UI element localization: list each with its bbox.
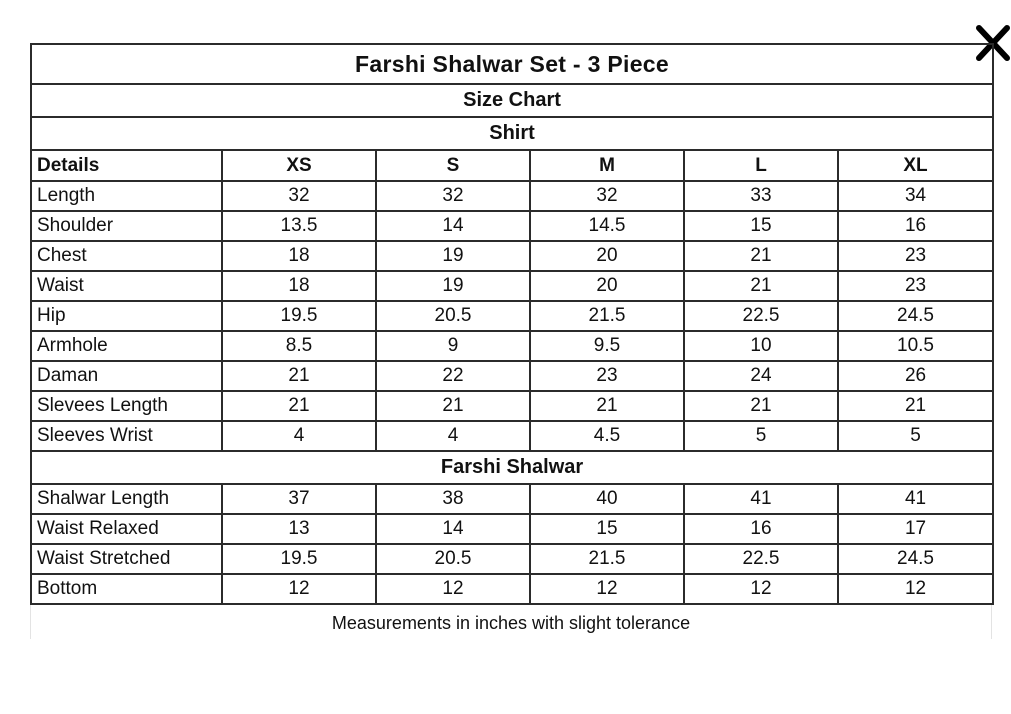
row-label: Sleeves Wrist: [31, 421, 222, 451]
table-cell: 16: [684, 514, 838, 544]
table-row: [31, 391, 993, 421]
table-cell: 14: [376, 211, 530, 241]
shalwar-section-heading: Farshi Shalwar: [31, 451, 993, 484]
table-cell: 24: [684, 361, 838, 391]
table-cell: 19: [376, 241, 530, 271]
row-label: Armhole: [31, 331, 222, 361]
table-row: [31, 574, 993, 604]
table-cell: 17: [838, 514, 993, 544]
row-label: Hip: [31, 301, 222, 331]
table-cell: 22.5: [684, 544, 838, 574]
footnote: Measurements in inches with slight tolerance: [30, 605, 992, 639]
table-row: [31, 544, 993, 574]
column-header: S: [376, 150, 530, 181]
table-cell: 32: [222, 181, 376, 211]
table-cell: 12: [222, 574, 376, 604]
table-row: [31, 271, 993, 301]
table-cell: 19: [376, 271, 530, 301]
table-cell: 12: [684, 574, 838, 604]
table-cell: 19.5: [222, 301, 376, 331]
table-cell: 20: [530, 241, 684, 271]
chart-subtitle: Size Chart: [31, 84, 993, 117]
table-cell: 5: [684, 421, 838, 451]
table-cell: 4: [376, 421, 530, 451]
column-header-row: [31, 150, 993, 181]
table-cell: 21.5: [530, 301, 684, 331]
table-cell: 18: [222, 241, 376, 271]
table-cell: 21: [376, 391, 530, 421]
table-cell: 14: [376, 514, 530, 544]
size-chart: [30, 43, 992, 639]
table-cell: 21: [838, 391, 993, 421]
table-cell: 41: [684, 484, 838, 514]
table-cell: 15: [530, 514, 684, 544]
row-label: Waist: [31, 271, 222, 301]
table-cell: 5: [838, 421, 993, 451]
shalwar-table: [30, 450, 994, 605]
table-row: [31, 421, 993, 451]
table-cell: 38: [376, 484, 530, 514]
table-cell: 22.5: [684, 301, 838, 331]
table-row: [31, 361, 993, 391]
table-cell: 4: [222, 421, 376, 451]
table-cell: 12: [838, 574, 993, 604]
table-cell: 21: [684, 241, 838, 271]
column-header: L: [684, 150, 838, 181]
table-cell: 10.5: [838, 331, 993, 361]
table-row: [31, 301, 993, 331]
table-cell: 14.5: [530, 211, 684, 241]
table-cell: 24.5: [838, 301, 993, 331]
table-cell: 13.5: [222, 211, 376, 241]
table-cell: 20.5: [376, 301, 530, 331]
column-header: XS: [222, 150, 376, 181]
table-cell: 4.5: [530, 421, 684, 451]
table-row: [31, 241, 993, 271]
table-cell: 18: [222, 271, 376, 301]
row-label: Bottom: [31, 574, 222, 604]
size-chart-table: [30, 43, 994, 452]
table-cell: 10: [684, 331, 838, 361]
row-label: Waist Stretched: [31, 544, 222, 574]
column-header: Details: [31, 150, 222, 181]
table-cell: 12: [530, 574, 684, 604]
table-row: [31, 331, 993, 361]
row-label: Daman: [31, 361, 222, 391]
table-row: [31, 484, 993, 514]
table-cell: 9: [376, 331, 530, 361]
table-row: [31, 181, 993, 211]
table-cell: 21.5: [530, 544, 684, 574]
table-cell: 37: [222, 484, 376, 514]
row-label: Length: [31, 181, 222, 211]
table-cell: 32: [530, 181, 684, 211]
row-label: Shoulder: [31, 211, 222, 241]
table-cell: 26: [838, 361, 993, 391]
table-cell: 9.5: [530, 331, 684, 361]
table-row: [31, 211, 993, 241]
table-cell: 16: [838, 211, 993, 241]
row-label: Slevees Length: [31, 391, 222, 421]
table-cell: 8.5: [222, 331, 376, 361]
table-cell: 23: [838, 271, 993, 301]
table-cell: 21: [684, 271, 838, 301]
table-cell: 22: [376, 361, 530, 391]
chart-title: Farshi Shalwar Set - 3 Piece: [31, 44, 993, 84]
table-cell: 41: [838, 484, 993, 514]
shirt-section-heading: Shirt: [31, 117, 993, 150]
table-cell: 21: [684, 391, 838, 421]
table-cell: 21: [222, 391, 376, 421]
row-label: Chest: [31, 241, 222, 271]
table-cell: 24.5: [838, 544, 993, 574]
table-cell: 34: [838, 181, 993, 211]
table-cell: 23: [838, 241, 993, 271]
row-label: Shalwar Length: [31, 484, 222, 514]
table-cell: 20.5: [376, 544, 530, 574]
table-cell: 21: [222, 361, 376, 391]
row-label: Waist Relaxed: [31, 514, 222, 544]
table-cell: 13: [222, 514, 376, 544]
table-cell: 21: [530, 391, 684, 421]
table-row: [31, 514, 993, 544]
table-cell: 33: [684, 181, 838, 211]
table-cell: 19.5: [222, 544, 376, 574]
table-cell: 20: [530, 271, 684, 301]
table-cell: 40: [530, 484, 684, 514]
table-cell: 15: [684, 211, 838, 241]
table-cell: 32: [376, 181, 530, 211]
column-header: M: [530, 150, 684, 181]
table-cell: 12: [376, 574, 530, 604]
table-cell: 23: [530, 361, 684, 391]
column-header: XL: [838, 150, 993, 181]
